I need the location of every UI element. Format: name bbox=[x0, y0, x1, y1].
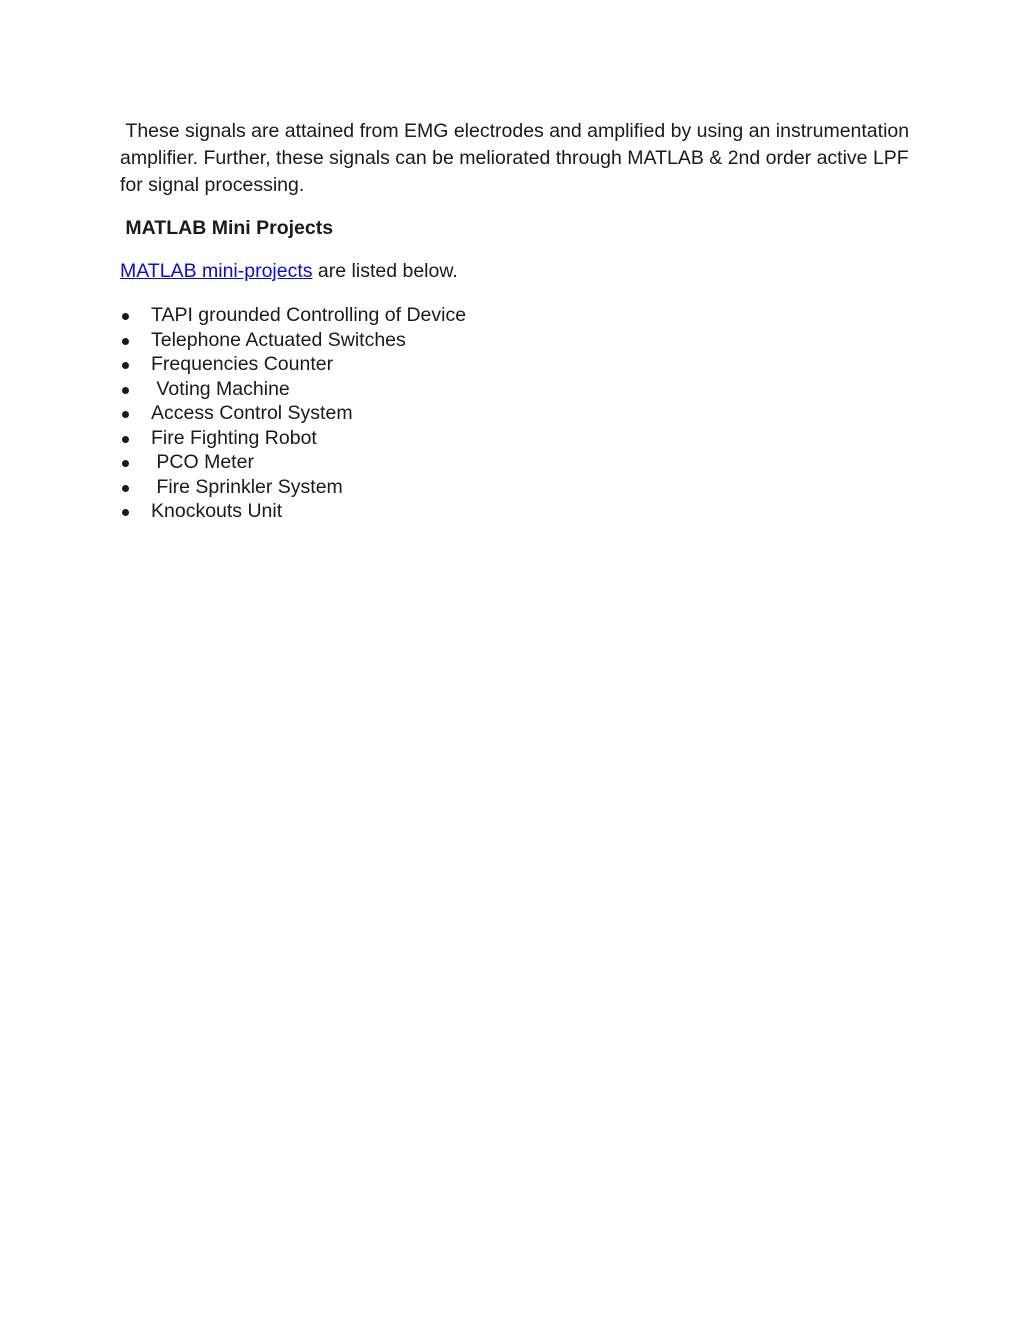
bullet-icon bbox=[122, 460, 129, 467]
bullet-icon bbox=[122, 387, 129, 394]
list-item-label: Telephone Actuated Switches bbox=[151, 328, 406, 351]
bullet-icon bbox=[122, 509, 129, 516]
list-item bbox=[120, 499, 466, 524]
list-item bbox=[120, 377, 466, 402]
list-item bbox=[120, 450, 466, 475]
intro-text: are listed below. bbox=[312, 260, 458, 282]
list-item-label: Knockouts Unit bbox=[151, 500, 283, 522]
section-intro bbox=[120, 258, 458, 285]
bullet-icon bbox=[122, 485, 129, 492]
bullet-icon bbox=[122, 436, 129, 443]
list-item bbox=[120, 426, 466, 451]
matlab-mini-projects-link[interactable]: MATLAB mini-projects bbox=[120, 260, 313, 282]
list-item-label: Fire Fighting Robot bbox=[151, 426, 317, 449]
section-heading: MATLAB Mini Projects bbox=[120, 217, 334, 239]
list-item-label: PCO Meter bbox=[151, 451, 254, 473]
projects-list bbox=[120, 303, 466, 524]
list-item bbox=[120, 475, 466, 500]
bullet-icon bbox=[122, 362, 129, 369]
list-item-label: Fire Sprinkler System bbox=[151, 475, 343, 498]
list-item-label: Frequencies Counter bbox=[151, 353, 334, 375]
list-item-label: Voting Machine bbox=[151, 377, 290, 400]
list-item bbox=[120, 303, 466, 328]
bullet-icon bbox=[122, 313, 129, 320]
list-item-label: Access Control System bbox=[151, 402, 353, 424]
list-item-label: TAPI grounded Controlling of Device bbox=[151, 304, 467, 326]
list-item bbox=[120, 352, 466, 377]
bullet-icon bbox=[122, 338, 129, 345]
bullet-icon bbox=[122, 411, 129, 418]
body-paragraph: These signals are attained from EMG electrodes and amplified by using an instrumentation amplifier. Further, these signals can be meliorated through MATLAB & 2nd order active LPF for signal processing. bbox=[120, 120, 915, 196]
list-item bbox=[120, 328, 466, 353]
list-item bbox=[120, 401, 466, 426]
